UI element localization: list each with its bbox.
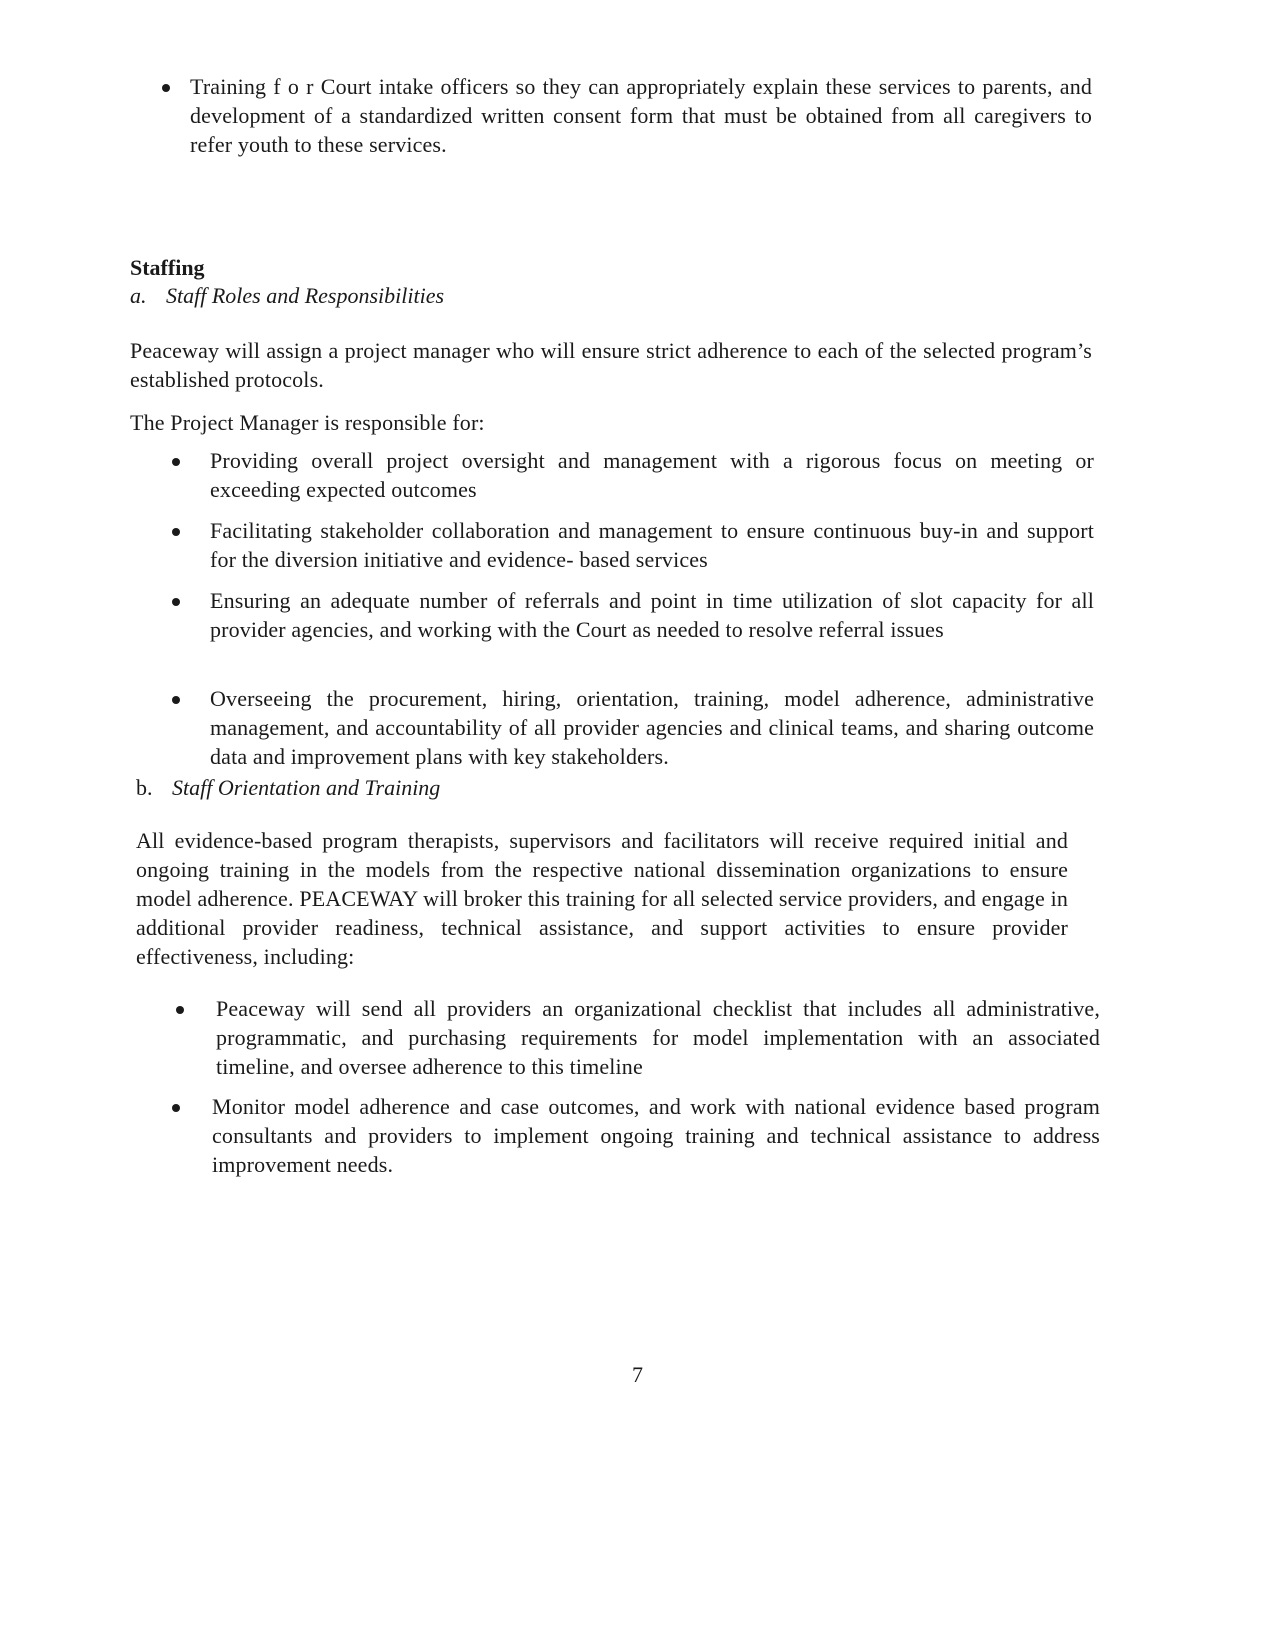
subsection-a-heading	[130, 282, 444, 310]
bullet-icon	[172, 598, 180, 606]
responsibility-bullet-text: Ensuring an adequate number of referrals and point in time utilization of slot capacity for all provider agencies, and working with the Court as needed to resolve referral issues	[210, 588, 1094, 642]
bullet-icon	[172, 1104, 180, 1112]
responsibility-bullet-1	[172, 446, 1094, 504]
responsibility-bullet-text: Providing overall project oversight and management with a rigorous focus on meeting or exceeding expected outcomes	[210, 448, 1094, 502]
responsibility-bullet-text: Overseeing the procurement, hiring, orientation, training, model adherence, administrative management, and accountability of all provider agencies and clinical teams, and sharing outcome data and improvement plans with key stakeholders.	[210, 686, 1094, 769]
bullet-icon	[172, 458, 180, 466]
subsection-a-marker: a.	[130, 283, 147, 308]
training-bullet-text: Peaceway will send all providers an organizational checklist that includes all administrative, programmatic, and purchasing requirements for model implementation with an associated timeline, and oversee adherence to this timeline	[216, 996, 1100, 1079]
page-number: 7	[632, 1362, 643, 1387]
responsibility-bullet-2	[172, 516, 1094, 574]
intro-bullet-text: Training f o r Court intake officers so they can appropriately explain these services to parents, and development of a standardized written consent form that must be obtained from all caregivers to refer youth to these services.	[190, 74, 1092, 157]
subsection-a-title: Staff Roles and Responsibilities	[166, 283, 445, 308]
subsection-a-lead-in: The Project Manager is responsible for:	[130, 410, 485, 435]
responsibility-bullet-4	[172, 684, 1094, 771]
subsection-a-intro-paragraph: Peaceway will assign a project manager who will ensure strict adherence to each of the selected program’s established protocols.	[130, 338, 1092, 392]
subsection-b-title: Staff Orientation and Training	[172, 775, 441, 800]
subsection-b-intro-paragraph: All evidence-based program therapists, supervisors and facilitators will receive required initial and ongoing training in the models from the respective national dissemination organizations to ensure model adherence. PEACEWAY will broker this training for all selected service providers, and engage in additional provider readiness, technical assistance, and support activities to ensure provider effectiveness, including:	[136, 828, 1068, 969]
bullet-icon	[172, 696, 180, 704]
intro-bullet-item	[162, 72, 1092, 159]
training-bullet-text: Monitor model adherence and case outcomes, and work with national evidence based program consultants and providers to implement ongoing training and technical assistance to address improvement needs.	[212, 1094, 1100, 1177]
section-heading: Staffing	[130, 255, 205, 280]
training-bullet-2	[172, 1092, 1100, 1179]
bullet-icon	[176, 1006, 184, 1014]
bullet-icon	[172, 528, 180, 536]
training-bullet-1	[176, 994, 1100, 1081]
bullet-icon	[162, 84, 170, 92]
subsection-b-marker: b.	[136, 775, 153, 800]
subsection-b-heading	[136, 774, 440, 802]
responsibility-bullet-3	[172, 586, 1094, 644]
responsibility-bullet-text: Facilitating stakeholder collaboration and management to ensure continuous buy-in and support for the diversion initiative and evidence- based services	[210, 518, 1094, 572]
